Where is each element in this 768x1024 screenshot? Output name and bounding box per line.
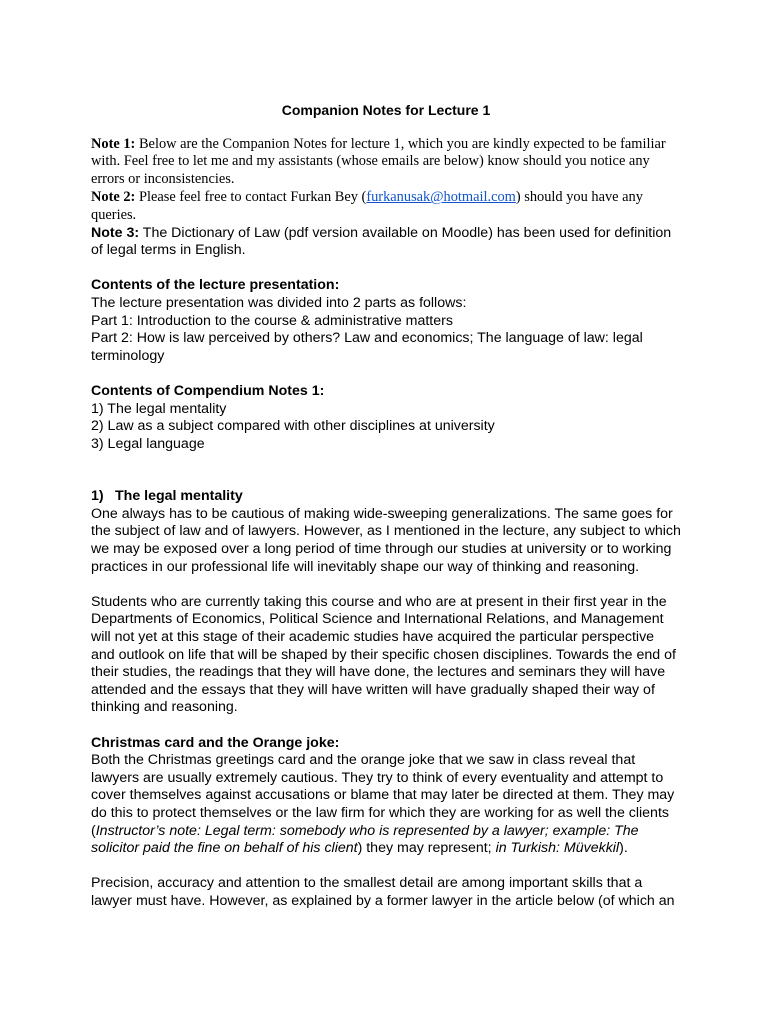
- note-2: [91, 189, 681, 225]
- note-1-label: Note 1:: [91, 135, 136, 152]
- section-1-number: 1): [91, 488, 104, 505]
- christmas-paragraph-2: Precision, accuracy and attention to the smallest detail are among important skills that a lawyer must have. However, as explained by a former lawyer in the article below (of which an: [91, 875, 675, 909]
- email-link[interactable]: furkanusak@hotmail.com: [366, 188, 516, 205]
- christmas-text-3: ).: [619, 840, 628, 857]
- compendium-item-2: 2) Law as a subject compared with other disciplines at university: [91, 418, 495, 435]
- presentation-part-1: Part 1: Introduction to the course & administrative matters: [91, 312, 453, 329]
- presentation-part-2: Part 2: How is law perceived by others? Law and economics; The language of law: legal terminology: [91, 330, 643, 364]
- note-1: [91, 136, 681, 189]
- document-page: [91, 102, 681, 911]
- section-1-paragraph-1: One always has to be cautious of making wide-sweeping generalizations. The same goes for the subject of law and of lawyers. However, as I mentioned in the lecture, any subject to which we may be exposed over a long period of time through our studies at university or to working practices in our professional life will inevitably shape our way of thinking and reasoning.: [91, 505, 681, 575]
- section-1-title: The legal mentality: [115, 488, 243, 505]
- instructor-note: Instructor’s note: Legal term: somebody who is represented by a lawyer; example: The solicitor paid the fine on behalf of his client: [91, 822, 639, 857]
- christmas-text-2: ) they may represent;: [357, 840, 496, 857]
- note-1-text: Below are the Companion Notes for lecture 1, which you are kindly expected to be familiar with. Feel free to let me and my assistants (whose emails are below) know should you notice any errors or inconsistencies.: [91, 135, 666, 188]
- presentation-intro: The lecture presentation was divided into 2 parts as follows:: [91, 294, 467, 311]
- section-1-paragraph-2: Students who are currently taking this course and who are at present in their first year in the Departments of Economics, Political Science and International Relations, and Management will not yet at this stage of their academic studies have acquired the particular perspective and outlook on life that will be shaped by their specific chosen disciplines. Towards the end of their studies, the readings that they will have done, the lectures and seminars they will have attended and the essays that they will have written will have gradually shaped their way of thinking and reasoning.: [91, 593, 676, 716]
- compendium-item-3: 3) Legal language: [91, 435, 205, 452]
- note-2-text-before: Please feel free to contact Furkan Bey (: [135, 188, 367, 205]
- presentation-heading: Contents of the lecture presentation:: [91, 277, 340, 294]
- section-1-heading: [91, 488, 681, 506]
- note-3-label: Note 3:: [91, 224, 140, 241]
- christmas-text-1: Both the Christmas greetings card and the orange joke that we saw in class reveal that lawyers are usually extremely cautious. They try to think of every eventuality and attempt to cover themselves against accusations or blame that may later be directed at them. They may do this to protect themselves or the law firm for which they are working for as well the clients (: [91, 752, 675, 839]
- christmas-paragraph-1: [91, 752, 681, 858]
- compendium-heading: Contents of Compendium Notes 1:: [91, 382, 325, 399]
- note-2-label: Note 2:: [91, 188, 136, 205]
- christmas-heading: Christmas card and the Orange joke:: [91, 734, 340, 751]
- document-title: Companion Notes for Lecture 1: [281, 102, 491, 118]
- note-2-text-after: ) should you have any queries.: [91, 188, 643, 223]
- note-3: [91, 225, 681, 260]
- turkish-term: in Turkish: Müvekkil: [495, 840, 620, 857]
- compendium-item-1: 1) The legal mentality: [91, 400, 227, 417]
- note-3-text: The Dictionary of Law (pdf version available on Moodle) has been used for definition of legal terms in English.: [91, 224, 672, 259]
